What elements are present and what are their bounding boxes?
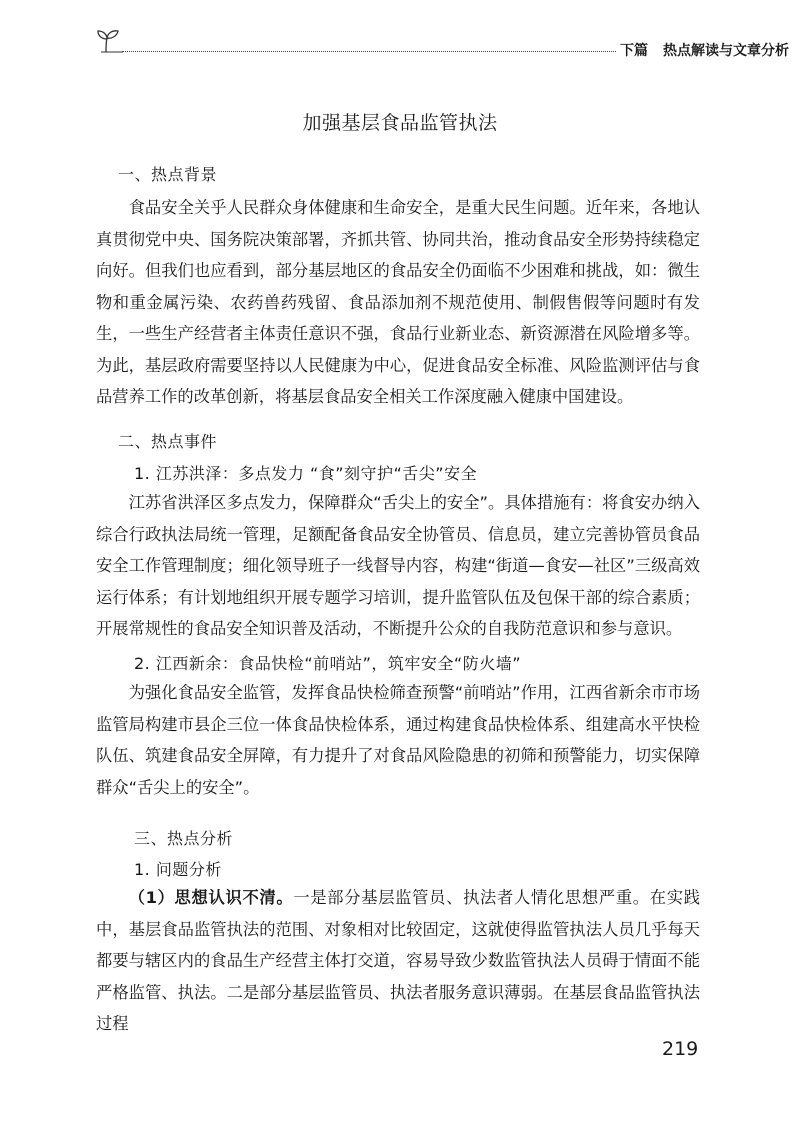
section-heading-events: 二、热点事件 bbox=[118, 432, 218, 451]
event-2-title: 2. 江西新余：食品快检“前哨站”，筑牢安全“防火墙” bbox=[134, 654, 522, 673]
header-chapter-title: 热点解读与文章分析 bbox=[663, 43, 789, 59]
event-2-paragraph: 为强化食品安全监管，发挥食品快检筛查预警“前哨站”作用，江西省新余市市场监管局构建市县企三位一体食品快检体系，通过构建食品快检体系、组建高水平快检队伍、筑建食品安全屏障，有力提升了对食品风险隐患的初筛和预警能力，切实保障群众“舌尖上的安全”。 bbox=[96, 683, 700, 797]
analysis-point-1-lead: （1）思想认识不清。 bbox=[128, 888, 294, 907]
event-1-paragraph: 江苏省洪泽区多点发力，保障群众“舌尖上的安全”。具体措施有：将食安办纳入综合行政执法局统一管理，足额配备食品安全协管员、信息员，建立完善协管员食品安全工作管理制度；细化领导班子一线督导内容，构建“街道—食安—社区”三级高效运行体系；有计划地组织开展专题学习培训，提升监管队伍及包保干部的综合素质；开展常规性的食品安全知识普及活动，不断提升公众的自我防范意识和参与意识。 bbox=[96, 493, 700, 638]
analysis-point-1 bbox=[96, 882, 700, 1040]
header-section-label: 下篇 bbox=[620, 43, 648, 59]
background-paragraph: 食品安全关乎人民群众身体健康和生命安全，是重大民生问题。近年来，各地认真贯彻党中央、国务院决策部署，齐抓共管、协同共治，推动食品安全形势持续稳定向好。但我们也应看到，部分基层地区的食品安全仍面临不少困难和挑战，如：微生物和重金属污染、农药兽药残留、食品添加剂不规范使用、制假售假等问题时有发生，一些生产经营者主体责任意识不强，食品行业新业态、新资源潜在风险增多等。为此，基层政府需要坚持以人民健康为中心，促进食品安全标准、风险监测评估与食品营养工作的改革创新，将基层食品安全相关工作深度融入健康中国建设。 bbox=[96, 198, 700, 406]
running-header bbox=[96, 28, 789, 59]
page-number: 219 bbox=[662, 1038, 699, 1060]
event-1-title: 1. 江苏洪泽：多点发力 “食”刻守护“舌尖”安全 bbox=[134, 464, 478, 483]
section-heading-analysis: 三、热点分析 bbox=[134, 829, 234, 848]
article-title: 加强基层食品监管执法 bbox=[302, 112, 498, 134]
header-dotted-rule bbox=[122, 51, 616, 52]
analysis-point-1-text: 一是部分基层监管员、执法者人情化思想严重。在实践中，基层食品监管执法的范围、对象相对比较固定，这就使得监管执法人员几乎每天都要与辖区内的食品生产经营主体打交道，容易导致少数监管执法人员碍于情面不能严格监管、执法。二是部分基层监管员、执法者服务意识薄弱。在基层食品监管执法过程 bbox=[96, 888, 700, 1033]
analysis-subheading: 1. 问题分析 bbox=[134, 860, 222, 879]
section-heading-background: 一、热点背景 bbox=[118, 165, 218, 184]
